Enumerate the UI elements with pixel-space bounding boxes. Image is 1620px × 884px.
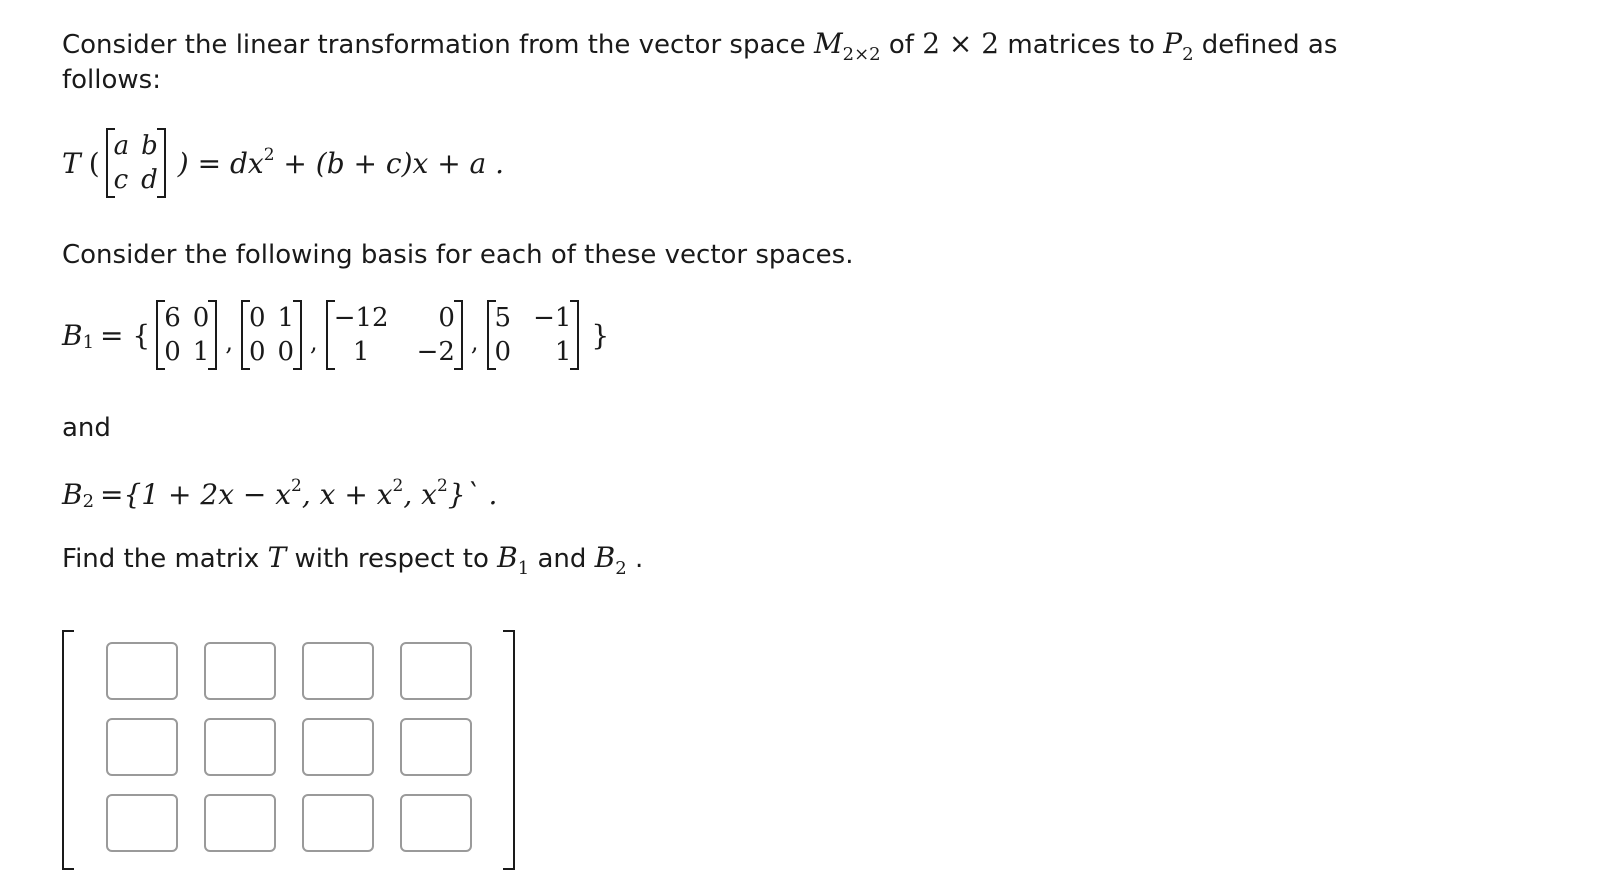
- question-B1: B: [497, 541, 518, 574]
- transformation-definition: [62, 128, 504, 198]
- answer-left-bracket: [62, 630, 74, 870]
- question-text-2: with respect to: [286, 544, 498, 574]
- b2-sup-a: 2: [291, 476, 302, 496]
- separator: ,: [470, 328, 479, 356]
- intro-text-2: of: [880, 30, 923, 60]
- question-text-3: and: [529, 544, 595, 574]
- answer-cell-r2-c3[interactable]: [302, 718, 374, 776]
- transformation-name: T: [62, 146, 81, 180]
- matrix-entry-a: a: [113, 131, 130, 161]
- space-m-symbol: M: [813, 27, 843, 60]
- answer-cell-r2-c4[interactable]: [400, 718, 472, 776]
- dimension-expression: 2 × 2: [922, 27, 1000, 60]
- b1-label: B: [62, 318, 83, 352]
- answer-cell-r1-c3[interactable]: [302, 642, 374, 700]
- answer-cell-r1-c4[interactable]: [400, 642, 472, 700]
- answer-cell-r2-c2[interactable]: [204, 718, 276, 776]
- answer-cell-r3-c3[interactable]: [302, 794, 374, 852]
- answer-cell-r3-c1[interactable]: [106, 794, 178, 852]
- matrix-cell: 0: [248, 303, 266, 333]
- space-m-subscript: 2×2: [842, 44, 881, 65]
- question-T: T: [267, 541, 287, 574]
- b2-expression: [100, 478, 497, 511]
- question-B2-sub: 2: [615, 558, 627, 579]
- and-text: and: [62, 413, 111, 443]
- question-text-4: .: [626, 544, 644, 574]
- answer-cell-r2-c1[interactable]: [106, 718, 178, 776]
- basis-matrix-1: [156, 300, 217, 370]
- matrix-entry-b: b: [141, 131, 158, 161]
- b2-label: B: [62, 478, 83, 511]
- rhs-part-2: + (b + c)x + a .: [274, 146, 505, 180]
- basis-matrix-2: [241, 300, 302, 370]
- separator: ,: [225, 328, 233, 356]
- intro-line-1: [62, 26, 1337, 66]
- matrix-entry-d: d: [141, 165, 158, 195]
- matrix-cell: 0: [192, 303, 210, 333]
- matrix-cell: 1: [192, 337, 210, 367]
- rhs-part-1: ) = d: [177, 146, 248, 180]
- matrix-cell: 1: [352, 337, 370, 367]
- matrix-cell: −2: [416, 337, 455, 367]
- basis-matrix-3: [326, 300, 463, 370]
- matrix-cell: 6: [164, 303, 181, 333]
- matrix-cell: −12: [333, 303, 389, 333]
- separator: ,: [310, 328, 318, 356]
- space-p-symbol: P: [1163, 27, 1183, 60]
- matrix-cell: 1: [554, 337, 572, 367]
- matrix-cell: 0: [248, 337, 266, 367]
- transformation-rhs: [177, 144, 505, 180]
- basis-matrix-4: [487, 300, 580, 370]
- rhs-x: x: [247, 146, 264, 180]
- b2-sup-c: 2: [436, 476, 448, 496]
- intro-text-3: matrices to: [999, 30, 1164, 60]
- matrix-cell: 0: [164, 337, 181, 367]
- question-B1-sub: 1: [517, 558, 530, 579]
- b2-sup-b: 2: [392, 476, 404, 496]
- answer-matrix: [62, 630, 515, 870]
- intro-text-1: Consider the linear transformation from the vector space: [62, 30, 814, 60]
- answer-cell-r1-c1[interactable]: [106, 642, 178, 700]
- b2-expr-a: ={1 + 2x − x: [100, 478, 292, 511]
- matrix-cell: −1: [533, 303, 572, 333]
- question-B2: B: [594, 541, 616, 574]
- matrix-cell: 0: [277, 337, 295, 367]
- matrix-cell: 0: [494, 337, 512, 367]
- intro-line-2: follows:: [62, 65, 161, 95]
- space-p-subscript: 2: [1182, 44, 1194, 65]
- matrix-cell: 0: [438, 303, 455, 333]
- basis-b2: [62, 478, 497, 511]
- b2-expr-b: , x + x: [301, 478, 393, 511]
- answer-cell-r3-c4[interactable]: [400, 794, 472, 852]
- open-paren: (: [88, 146, 100, 180]
- answer-cell-r3-c2[interactable]: [204, 794, 276, 852]
- b2-expr-c: , x: [403, 478, 437, 511]
- b2-subscript: 2: [82, 491, 95, 512]
- answer-grid: [106, 642, 472, 852]
- answer-right-bracket: [503, 630, 515, 870]
- basis-b1: [62, 300, 609, 370]
- input-matrix: [106, 128, 166, 198]
- matrix-entry-c: c: [113, 165, 129, 195]
- intro-text-4: defined as: [1193, 30, 1338, 60]
- answer-cell-r1-c2[interactable]: [204, 642, 276, 700]
- matrix-cell: 5: [494, 303, 512, 333]
- b1-close-brace: }: [591, 318, 610, 352]
- b2-expr-d: }` .: [447, 478, 498, 511]
- basis-intro: Consider the following basis for each of these vector spaces.: [62, 240, 854, 270]
- question-text-1: Find the matrix: [62, 544, 268, 574]
- rhs-exponent: 2: [263, 144, 275, 165]
- matrix-cell: 1: [277, 303, 295, 333]
- b1-subscript: 1: [82, 331, 95, 353]
- b1-equals: = {: [100, 318, 151, 352]
- question: [62, 540, 643, 580]
